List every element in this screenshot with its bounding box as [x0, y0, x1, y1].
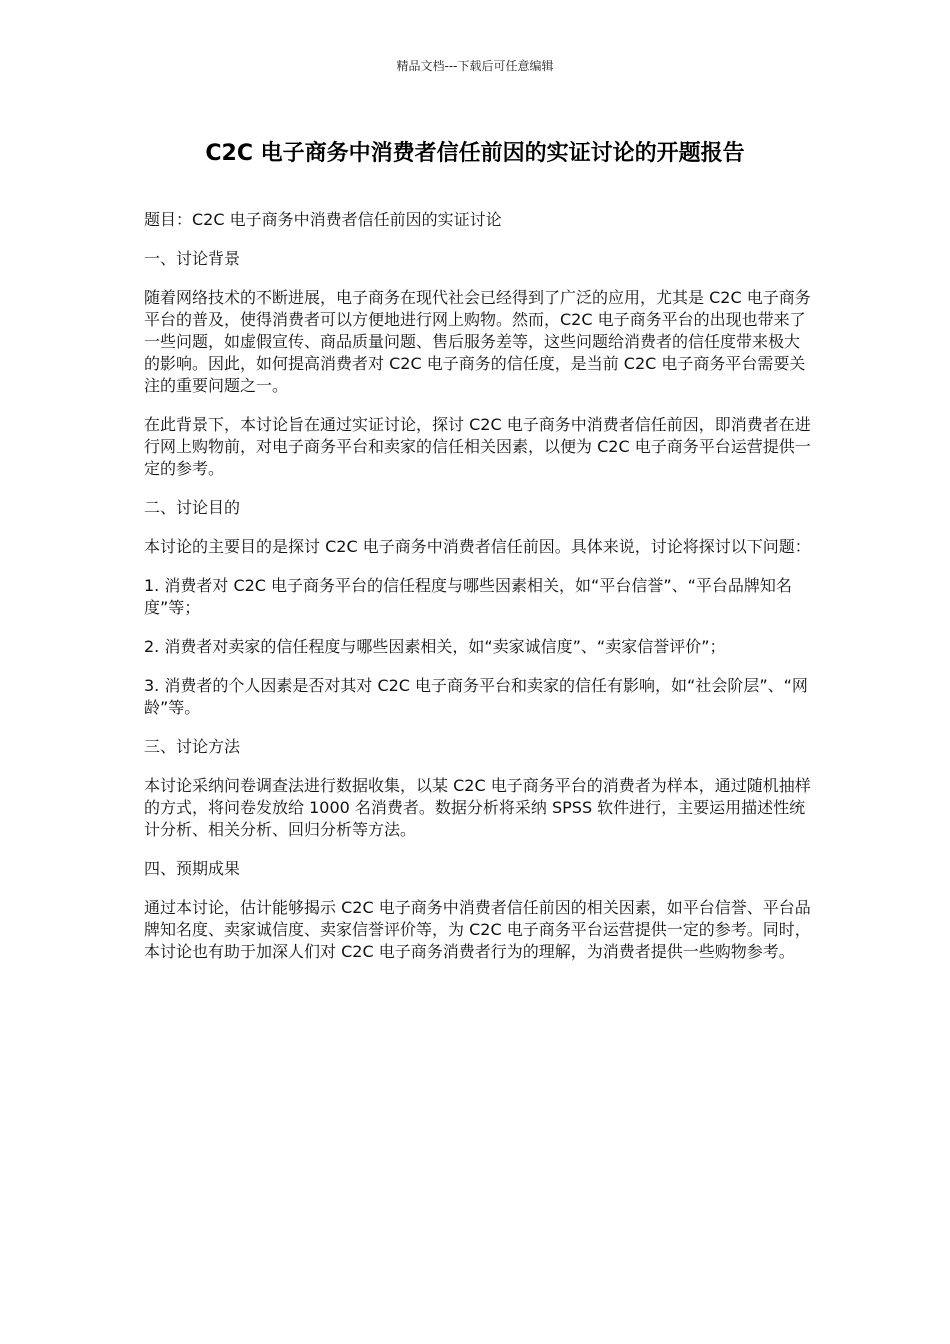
- header-note: 精品文档---下载后可任意编辑: [396, 59, 554, 73]
- outcomes-paragraph: 通过本讨论，估计能够揭示 C2C 电子商务中消费者信任前因的相关因素，如平台信誉、平台品牌知名度、卖家诚信度、卖家信誉评价等，为 C2C 电子商务平台运营提供一定的参考。同时，本讨论也有助于加深人们对 C2C 电子商务消费者行为的理解，为消费者提供一些购物参考。: [144, 898, 811, 961]
- purpose-item-3: 3. 消费者的个人因素是否对其对 C2C 电子商务平台和卖家的信任有影响，如“社会阶层”、“网龄”等。: [144, 676, 808, 717]
- section-heading-purpose: 二、讨论目的: [144, 498, 241, 517]
- method-paragraph: 本讨论采纳问卷调查法进行数据收集，以某 C2C 电子商务平台的消费者为样本，通过随机抽样的方式，将问卷发放给 1000 名消费者。数据分析将采纳 SPSS 软件进行，主要运用描述性统计分析、相关分析、回归分析等方法。: [144, 776, 811, 839]
- background-paragraph-2: 在此背景下，本讨论旨在通过实证讨论，探讨 C2C 电子商务中消费者信任前因，即消费者在进行网上购物前，对电子商务平台和卖家的信任相关因素，以便为 C2C 电子商务平台运营提供一定的参考。: [144, 415, 811, 478]
- topic-line: 题目：C2C 电子商务中消费者信任前因的实证讨论: [144, 210, 502, 229]
- purpose-item-2: 2. 消费者对卖家的信任程度与哪些因素相关，如“卖家诚信度”、“卖家信誉评价”；: [144, 637, 726, 656]
- background-paragraph-1: 随着网络技术的不断进展，电子商务在现代社会已经得到了广泛的应用，尤其是 C2C 电子商务平台的普及，使得消费者可以方便地进行网上购物。然而，C2C 电子商务平台的出现也带来了一些问题，如虚假宣传、商品质量问题、售后服务差等，这些问题给消费者的信任度带来极大的影响。因此，如何提高消费者对 C2C 电子商务的信任度，是当前 C2C 电子商务平台需要关注的重要问题之一。: [144, 288, 811, 395]
- purpose-paragraph: 本讨论的主要目的是探讨 C2C 电子商务中消费者信任前因。具体来说，讨论将探讨以下问题：: [144, 537, 811, 556]
- section-heading-outcomes: 四、预期成果: [144, 859, 241, 878]
- section-heading-background: 一、讨论背景: [144, 249, 241, 268]
- section-heading-method: 三、讨论方法: [144, 737, 241, 756]
- purpose-item-1: 1. 消费者对 C2C 电子商务平台的信任程度与哪些因素相关，如“平台信誉”、“平台品牌知名度”等；: [144, 576, 792, 617]
- document-body: [144, 209, 814, 980]
- document-title: C2C 电子商务中消费者信任前因的实证讨论的开题报告: [205, 141, 745, 166]
